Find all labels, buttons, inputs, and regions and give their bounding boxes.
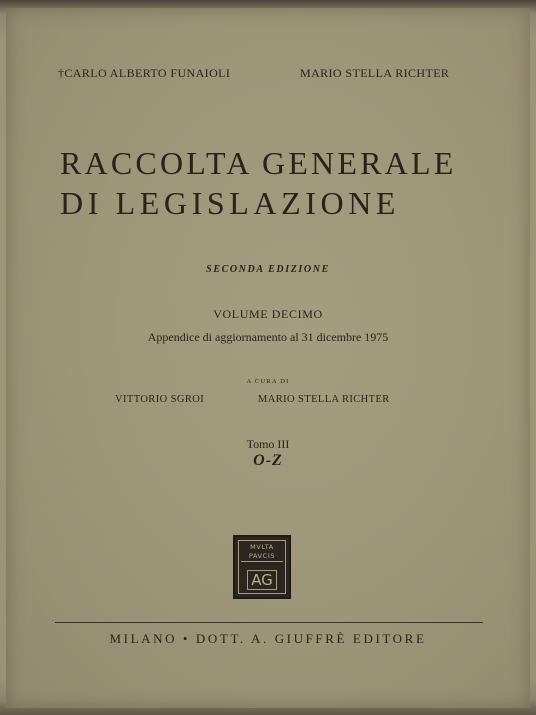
tomo-label: Tomo III	[246, 437, 290, 451]
logo-motto-line-1: MVLTA	[250, 543, 274, 551]
curator-right: MARIO STELLA RICHTER	[258, 394, 390, 405]
publisher-line: MILANO • DOTT. A. GIUFFRÈ EDITORE	[109, 631, 427, 646]
publisher-logo	[233, 535, 291, 599]
alphabet-range: O-Z	[253, 452, 283, 469]
author-left: †CARLO ALBERTO FUNAIOLI	[58, 66, 231, 80]
volume-label: VOLUME DECIMO	[213, 307, 323, 321]
curator-left: VITTORIO SGROI	[115, 394, 205, 405]
logo-motto-line-2: PAVCIS	[248, 552, 276, 560]
title-line-2: DI LEGISLAZIONE	[60, 185, 401, 221]
divider-rule	[55, 622, 483, 623]
logo-motto	[241, 543, 282, 562]
curator-label: A CURA DI	[246, 378, 290, 385]
edition-label: SECONDA EDIZIONE	[206, 264, 330, 275]
author-right: MARIO STELLA RICHTER	[300, 66, 450, 80]
title-line-1: RACCOLTA GENERALE	[60, 145, 457, 181]
title-page	[6, 8, 530, 708]
logo-monogram: AG	[247, 570, 277, 590]
appendix-text: Appendice di aggiornamento al 31 dicembre 1975	[147, 330, 389, 344]
